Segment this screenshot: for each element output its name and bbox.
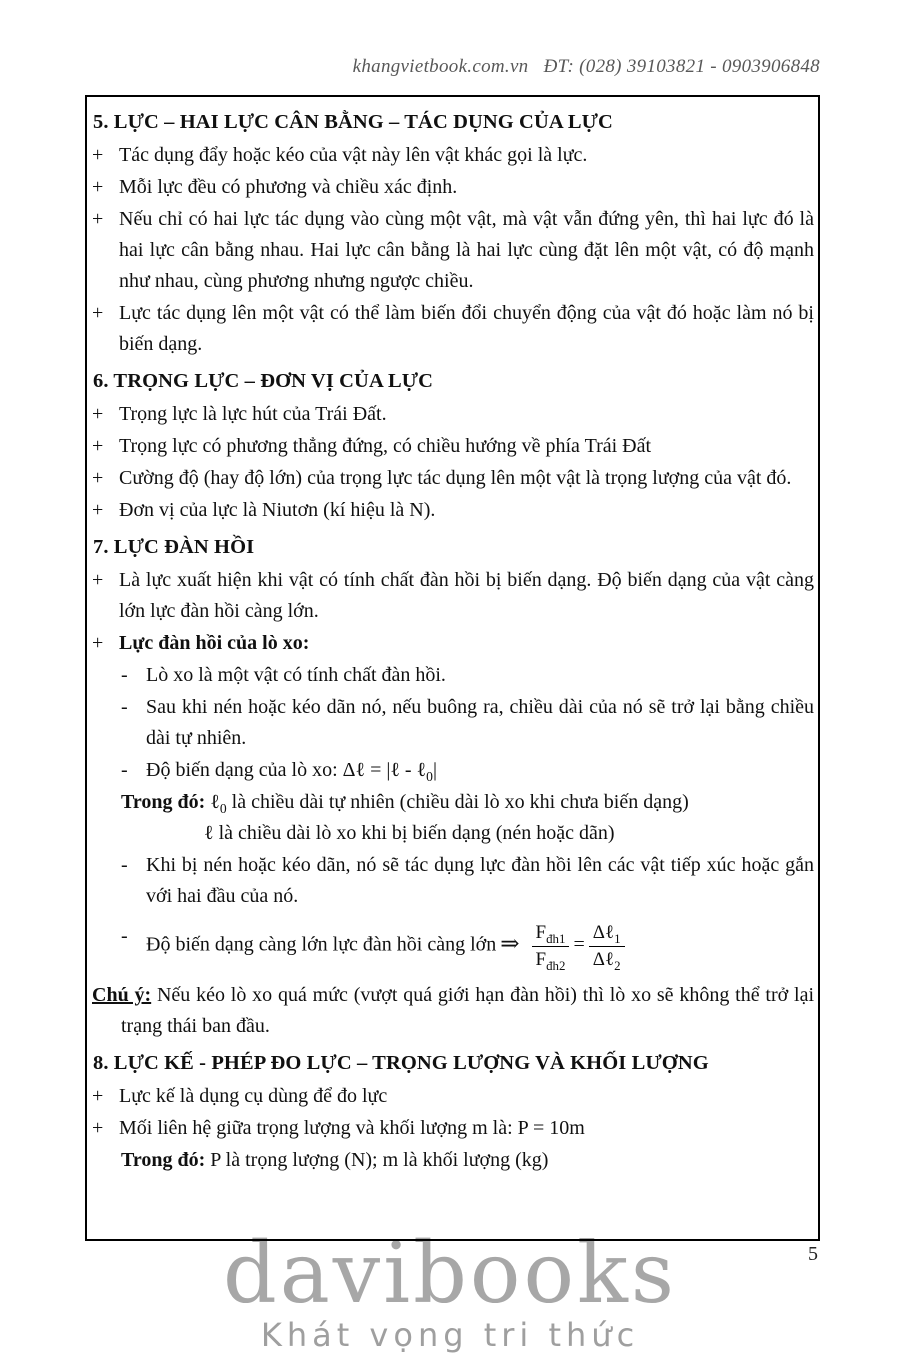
definition-line	[204, 818, 814, 849]
list-item	[92, 463, 814, 494]
fraction-numerator	[589, 921, 625, 947]
note-text: Nếu kéo lò xo quá mức (vượt quá giới hạn đàn hồi) thì lò xo sẽ không thể trở lại trạng thái ban đầu.	[121, 984, 814, 1037]
content-frame	[85, 95, 820, 1241]
list-item-text: Lực tác dụng lên một vật có thể làm biến đổi chuyển động của vật đó hoặc làm nó bị biến dạng.	[119, 302, 814, 355]
list-item-text: Trọng lực là lực hút của Trái Đất.	[119, 403, 387, 425]
dash-marker: -	[121, 696, 128, 718]
sub-list-item-text: Khi bị nén hoặc kéo dãn, nó sẽ tác dụng lực đàn hồi lên các vật tiếp xúc hoặc gắn với hai đầu của nó.	[146, 854, 814, 907]
dash-marker: -	[121, 925, 128, 947]
dash-marker: -	[121, 759, 128, 781]
plus-marker: +	[92, 302, 104, 324]
equals-sign: =	[573, 933, 585, 956]
plus-marker: +	[92, 499, 104, 521]
definition-line	[121, 1145, 814, 1176]
list-item-text: Nếu chỉ có hai lực tác dụng vào cùng một vật, mà vật vẫn đứng yên, thì hai lực đó là hai lực cân bằng nhau. Hai lực cân bằng là hai lực cùng đặt lên một vật, có độ mạnh như nhau, cùng phương nhưng ngược chiều.	[119, 208, 814, 292]
pm-definition: P là trọng lượng (N); m là khối lượng (kg)	[210, 1149, 549, 1171]
list-item-text: Mỗi lực đều có phương và chiều xác định.	[119, 176, 458, 198]
definition-line	[121, 787, 814, 818]
list-item	[92, 204, 814, 297]
section-7-heading: 7. LỰC ĐÀN HỒI	[93, 536, 255, 558]
delta-l-symbol: Δℓ	[592, 949, 615, 970]
fraction-denominator	[589, 947, 625, 971]
l0-subscript: 0	[219, 801, 227, 816]
plus-marker: +	[92, 632, 104, 654]
implies-arrow-icon: ⇒	[500, 930, 520, 956]
list-item	[92, 565, 814, 627]
list-item	[92, 1081, 814, 1112]
plus-marker: +	[92, 176, 104, 198]
force-symbol: F	[535, 949, 547, 970]
delta-l-subscript-1: 1	[614, 930, 621, 946]
sub-list-item-text: Lò xo là một vật có tính chất đàn hồi.	[146, 664, 446, 686]
force-symbol: F	[535, 922, 547, 943]
watermark-brand: davibooks	[222, 1224, 678, 1322]
sub-list-item	[121, 755, 814, 786]
list-item-text: Mối liên hệ giữa trọng lượng và khối lượng m là: P = 10m	[119, 1117, 585, 1139]
list-item	[92, 1113, 814, 1144]
sub-list-item-text: Sau khi nén hoặc kéo dãn nó, nếu buông ra, chiều dài của nó sẽ trở lại bằng chiều dài tự nhiên.	[146, 696, 814, 749]
section-6-heading: 6. TRỌNG LỰC – ĐƠN VỊ CỦA LỰC	[93, 370, 434, 392]
ratio-formula-line	[146, 921, 814, 971]
ratio-text: Độ biến dạng càng lớn lực đàn hồi càng lớn	[146, 933, 497, 956]
sub-list-item	[121, 660, 814, 691]
note-label: Chú ý:	[92, 984, 152, 1006]
l0-definition: là chiều dài tự nhiên (chiều dài lò xo khi chưa biến dạng)	[226, 791, 689, 813]
list-item	[92, 399, 814, 430]
fraction-denominator	[532, 947, 570, 971]
plus-marker: +	[92, 569, 104, 591]
plus-marker: +	[92, 435, 104, 457]
formula-close-bar: |	[432, 759, 437, 781]
page-number: 5	[808, 1243, 818, 1265]
trong-do-label: Trong đó:	[121, 1149, 211, 1171]
fraction-numerator	[532, 921, 570, 947]
formula-subscript-0: 0	[426, 769, 433, 784]
list-item-text: Lực kế là dụng cụ dùng để đo lực	[119, 1085, 388, 1107]
plus-marker: +	[92, 1085, 104, 1107]
header-text: khangvietbook.com.vn ĐT: (028) 39103821 - 0903906848	[352, 56, 820, 77]
plus-marker: +	[92, 1117, 104, 1139]
l-definition: ℓ là chiều dài lò xo khi bị biến dạng (nén hoặc dãn)	[204, 822, 615, 844]
plus-marker: +	[92, 403, 104, 425]
list-item	[92, 172, 814, 203]
delta-l-subscript-2: 2	[614, 957, 621, 973]
section-8-heading: 8. LỰC KẾ - PHÉP ĐO LỰC – TRỌNG LƯỢNG VÀ KHỐI LƯỢNG	[93, 1052, 709, 1074]
list-item-text: Tác dụng đẩy hoặc kéo của vật này lên vật khác gọi là lực.	[119, 144, 588, 166]
sub-list-item	[121, 921, 814, 971]
deformation-formula-line	[146, 755, 814, 786]
note-paragraph	[92, 980, 814, 1042]
list-item	[92, 140, 814, 171]
deformation-ratio-fraction	[589, 921, 625, 971]
dash-marker: -	[121, 854, 128, 876]
list-item	[92, 495, 814, 526]
list-item-text: Cường độ (hay độ lớn) của trọng lực tác dụng lên một vật là trọng lượng của vật đó.	[119, 467, 792, 489]
sub-list-item	[121, 850, 814, 912]
l0-symbol: ℓ	[210, 791, 220, 813]
list-item-text: Là lực xuất hiện khi vật có tính chất đàn hồi bị biến dạng. Độ biến dạng của vật càng lớn lực đàn hồi càng lớn.	[119, 569, 814, 622]
list-item	[92, 628, 814, 659]
force-subscript-dh1: đh1	[546, 930, 566, 946]
list-item-text: Trọng lực có phương thẳng đứng, có chiều hướng về phía Trái Đất	[119, 435, 652, 457]
delta-l-formula: Δℓ = |ℓ - ℓ	[342, 759, 427, 781]
plus-marker: +	[92, 144, 104, 166]
section-5-heading: 5. LỰC – HAI LỰC CÂN BẰNG – TÁC DỤNG CỦA LỰC	[93, 111, 613, 133]
site-header	[85, 56, 820, 78]
spring-elastic-title: Lực đàn hồi của lò xo:	[119, 632, 310, 654]
force-ratio-fraction	[532, 921, 570, 971]
dash-marker: -	[121, 664, 128, 686]
list-item-text: Đơn vị của lực là Niutơn (kí hiệu là N).	[119, 499, 436, 521]
sub-list-item	[121, 692, 814, 754]
trong-do-label: Trong đó:	[121, 791, 211, 813]
force-subscript-dh2: đh2	[546, 957, 566, 973]
plus-marker: +	[92, 467, 104, 489]
list-item	[92, 298, 814, 360]
delta-l-symbol: Δℓ	[592, 922, 615, 943]
plus-marker: +	[92, 208, 104, 230]
watermark-slogan: Khát vọng tri thức	[260, 1316, 640, 1354]
list-item	[92, 431, 814, 462]
deformation-label: Độ biến dạng của lò xo:	[146, 759, 343, 781]
